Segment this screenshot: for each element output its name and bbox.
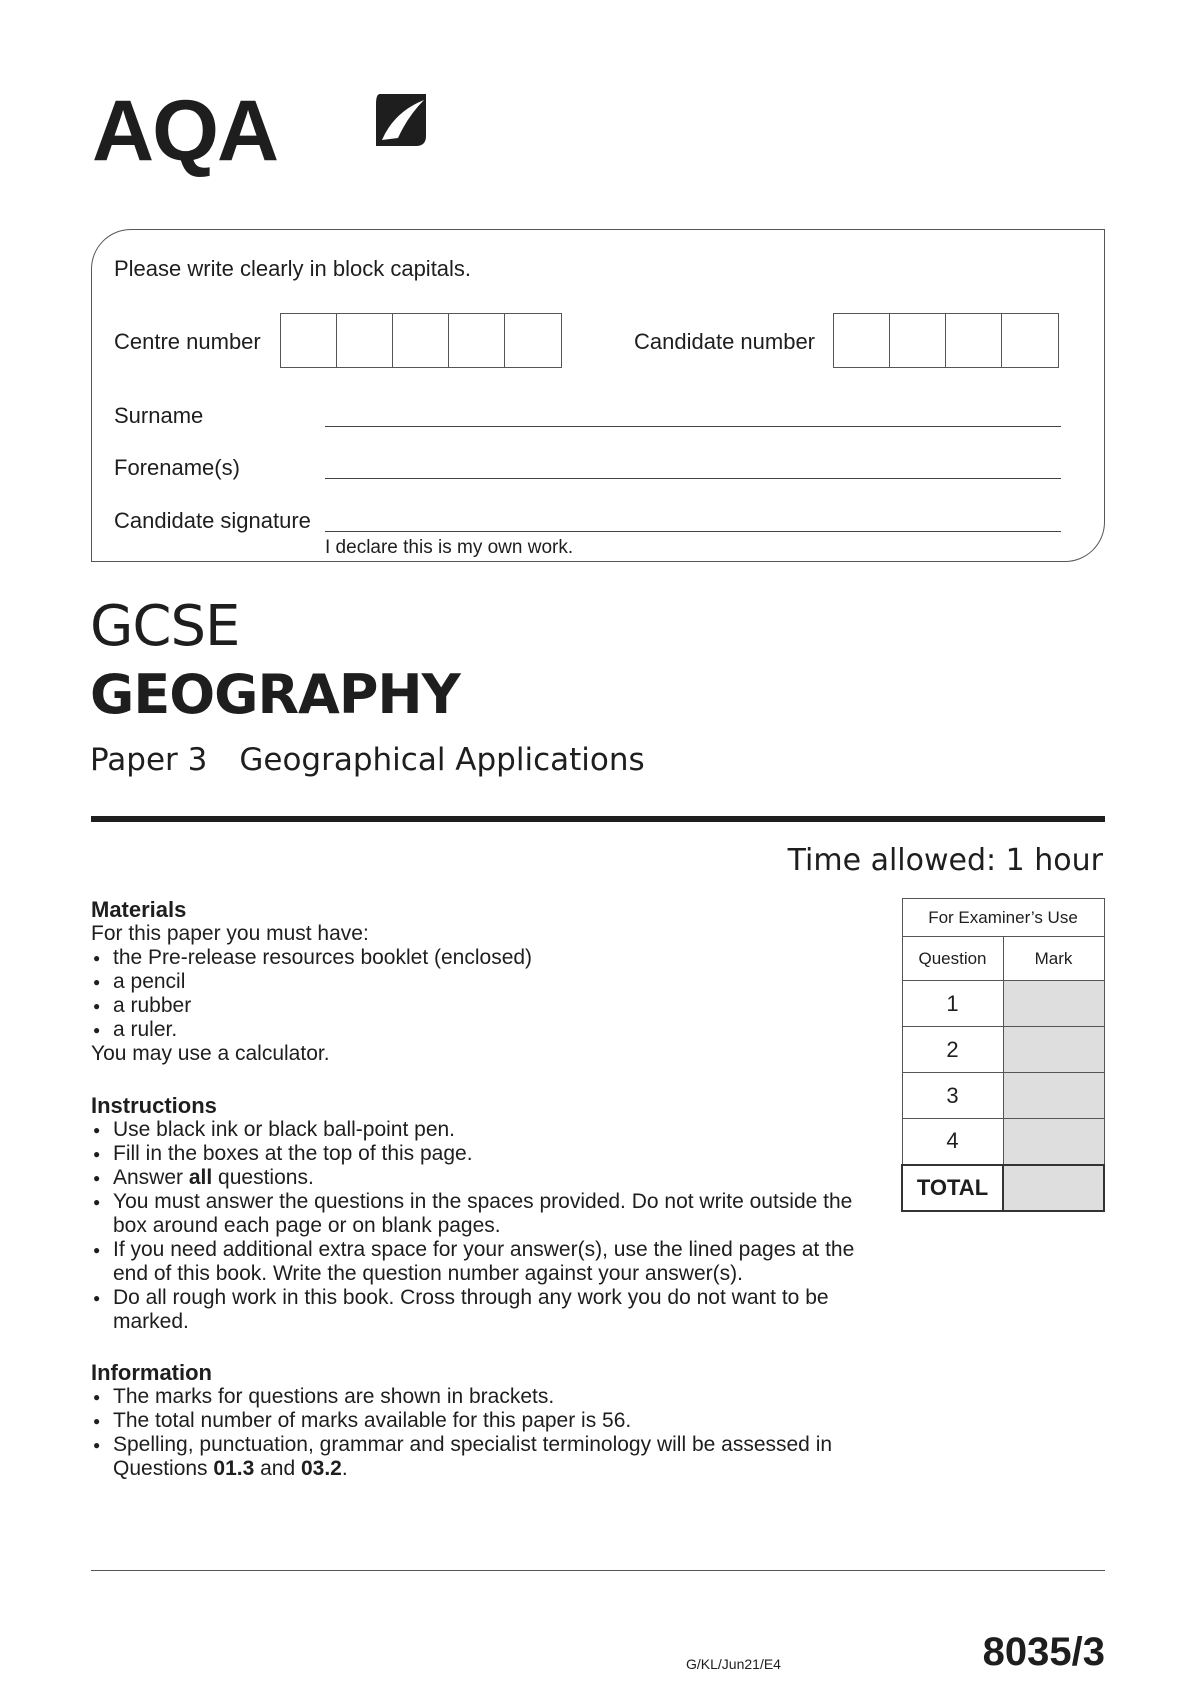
- question-number: 1: [902, 981, 1003, 1027]
- time-allowed: Time allowed: 1 hour: [787, 843, 1103, 878]
- table-row: [902, 1073, 1104, 1119]
- question-number: 3: [902, 1073, 1003, 1119]
- surname-field[interactable]: [325, 426, 1061, 427]
- list-item: ● The marks for questions are shown in brackets.: [91, 1385, 881, 1409]
- list-item: [91, 1166, 881, 1190]
- mark-cell[interactable]: [1003, 1073, 1104, 1119]
- candidate-digit-box[interactable]: [1002, 314, 1058, 367]
- surname-label: Surname: [114, 403, 204, 428]
- candidate-digit-box[interactable]: [946, 314, 1002, 367]
- paper-number: Paper 3: [90, 742, 208, 778]
- information-section: [91, 1360, 881, 1481]
- list-item: ● If you need additional extra space for your answer(s), use the lined pages at the end of this book. Write the question number against your answer(s).: [91, 1238, 881, 1286]
- calculator-note: You may use a calculator.: [91, 1042, 330, 1065]
- emphasis-text: all: [188, 1166, 213, 1189]
- centre-digit-box[interactable]: [337, 314, 393, 367]
- total-label: TOTAL: [902, 1165, 1003, 1211]
- list-item: ● a ruler.: [91, 1018, 881, 1042]
- mark-cell[interactable]: [1003, 1027, 1104, 1073]
- list-item: ● a pencil: [91, 970, 881, 994]
- leaf-logo-icon: [374, 92, 428, 148]
- list-item: ● a rubber: [91, 994, 881, 1018]
- examiner-use-table: [901, 898, 1105, 1212]
- mark-column-header: Mark: [1003, 937, 1104, 981]
- title-divider: [91, 816, 1105, 822]
- candidate-number-label: Candidate number: [634, 329, 816, 354]
- declaration-text: I declare this is my own work.: [325, 537, 574, 558]
- instructions-list: [91, 1118, 881, 1334]
- mark-cell[interactable]: [1003, 981, 1104, 1027]
- table-row: [902, 1119, 1104, 1165]
- list-item: ● Do all rough work in this book. Cross through any work you do not want to be marked.: [91, 1286, 881, 1334]
- text-run: Spelling, punctuation, grammar and specialist terminology will be assessed in Questions: [113, 1433, 833, 1480]
- centre-digit-box[interactable]: [281, 314, 337, 367]
- centre-digit-box[interactable]: [393, 314, 449, 367]
- question-ref: 01.3: [213, 1457, 255, 1480]
- table-row: [902, 1027, 1104, 1073]
- paper-name: Geographical Applications: [239, 742, 645, 778]
- text-run: questions.: [212, 1166, 314, 1189]
- aqa-logo: AQA: [92, 83, 278, 179]
- materials-section: [91, 897, 881, 1066]
- instructions-heading: Instructions: [91, 1093, 217, 1118]
- list-item: ● You must answer the questions in the spaces provided. Do not write outside the box around each page or on blank pages.: [91, 1190, 881, 1238]
- paper-title: [90, 742, 645, 778]
- list-item: [91, 1433, 881, 1481]
- list-item: ● Fill in the boxes at the top of this page.: [91, 1142, 881, 1166]
- question-number: 2: [902, 1027, 1003, 1073]
- text-run: .: [341, 1457, 348, 1480]
- footer-divider: [91, 1570, 1105, 1571]
- centre-digit-box[interactable]: [505, 314, 561, 367]
- text-run: and: [254, 1457, 301, 1480]
- qualification-title: GCSE: [90, 594, 240, 659]
- materials-intro: For this paper you must have:: [91, 922, 369, 945]
- list-item: ● The total number of marks available for this paper is 56.: [91, 1409, 881, 1433]
- question-column-header: Question: [902, 937, 1003, 981]
- examiner-table-title: For Examiner’s Use: [902, 899, 1104, 937]
- signature-label: Candidate signature: [114, 508, 311, 533]
- question-number: 4: [902, 1119, 1003, 1165]
- block-capitals-instruction: Please write clearly in block capitals.: [114, 256, 472, 281]
- centre-number-label: Centre number: [114, 329, 261, 354]
- list-item: ● Use black ink or black ball-point pen.: [91, 1118, 881, 1142]
- list-item: ● the Pre-release resources booklet (enclosed): [91, 946, 881, 970]
- table-row: [902, 981, 1104, 1027]
- materials-heading: Materials: [91, 897, 187, 922]
- paper-reference: G/KL/Jun21/E4: [686, 1656, 781, 1672]
- information-heading: Information: [91, 1360, 212, 1385]
- signature-field[interactable]: [325, 531, 1061, 532]
- forename-field[interactable]: [325, 478, 1061, 479]
- candidate-digit-box[interactable]: [834, 314, 890, 367]
- instructions-section: [91, 1093, 881, 1334]
- centre-digit-box[interactable]: [449, 314, 505, 367]
- text-run: Answer: [113, 1166, 189, 1189]
- subject-title: GEOGRAPHY: [90, 663, 460, 726]
- question-ref: 03.2: [300, 1457, 342, 1480]
- candidate-digit-box[interactable]: [890, 314, 946, 367]
- information-list: [91, 1385, 881, 1481]
- materials-list: [91, 946, 881, 1042]
- paper-code: 8035/3: [982, 1630, 1105, 1674]
- candidate-number-boxes[interactable]: [833, 313, 1059, 368]
- mark-cell[interactable]: [1003, 1119, 1104, 1165]
- forename-label: Forename(s): [114, 455, 240, 480]
- total-mark-cell[interactable]: [1003, 1165, 1104, 1211]
- centre-number-boxes[interactable]: [280, 313, 562, 368]
- total-row: [902, 1165, 1104, 1211]
